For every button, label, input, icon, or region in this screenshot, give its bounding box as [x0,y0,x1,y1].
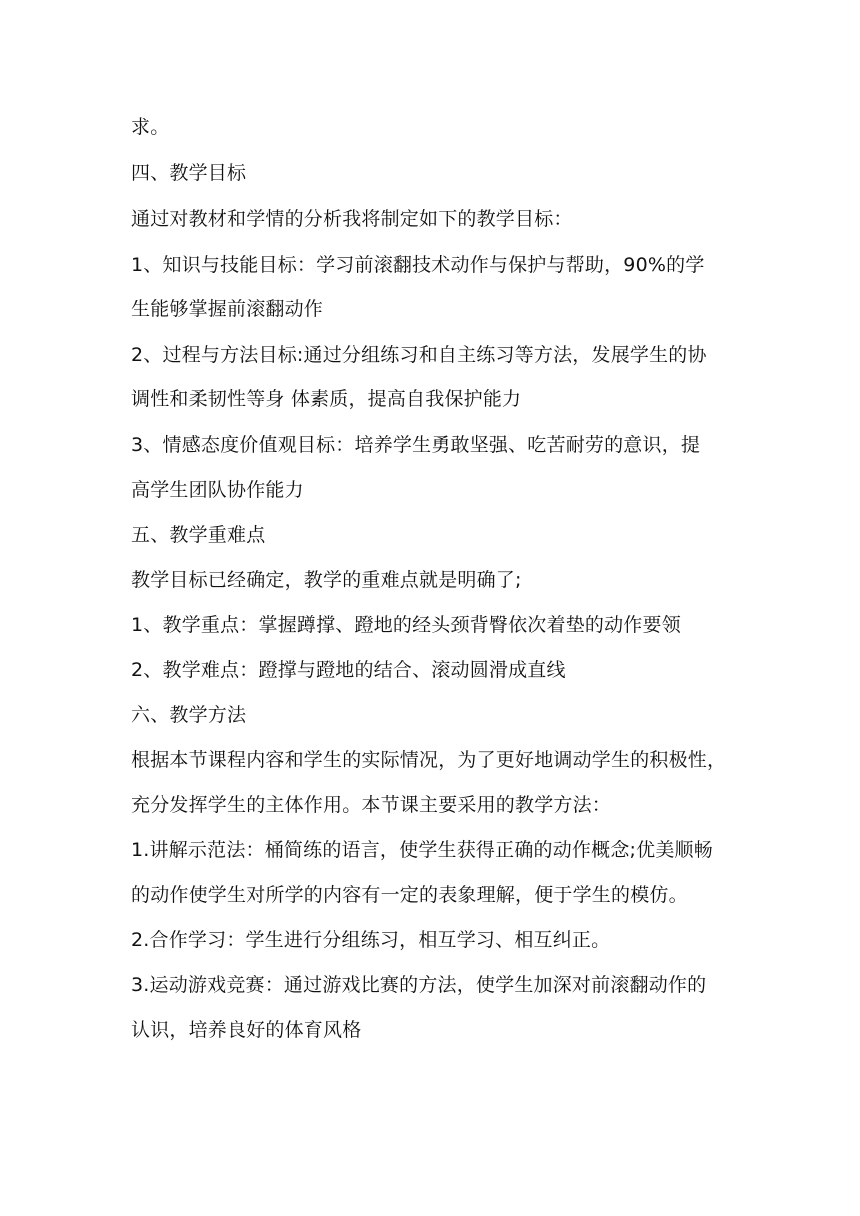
text-line: 3.运动游戏竞赛：通过游戏比赛的方法，使学生加深对前滚翻动作的 [131,974,707,996]
text-line: 1.讲解示范法：桶简练的语言，使学生获得正确的动作概念;优美顺畅 [131,839,713,861]
text-line-continuation: 求。 [131,116,170,138]
text-line: 认识，培养良好的体育风格 [131,1019,362,1041]
text-line: 2、过程与方法目标:通过分组练习和自主练习等方法，发展学生的协 [131,344,707,366]
text-line: 的动作使学生对所学的内容有一定的表象理解，便于学生的模仿。 [131,884,688,906]
text-line: 教学目标已经确定，教学的重难点就是明确了; [131,569,522,591]
section-heading-teaching-methods: 六、教学方法 [131,704,247,726]
text-line: 通过对教材和学情的分析我将制定如下的教学目标： [131,208,573,230]
text-line: 1、知识与技能目标：学习前滚翻技术动作与保护与帮助，90%的学 [131,254,705,276]
text-line: 3、情感态度价值观目标：培养学生勇敢坚强、吃苦耐劳的意识，提 [131,434,701,456]
text-line: 1、教学重点：掌握蹲撑、蹬地的经头颈背臀依次着垫的动作要领 [131,614,681,636]
text-line: 2、教学难点：蹬撑与蹬地的结合、滚动圆滑成直线 [131,659,566,681]
text-line: 生能够掌握前滚翻动作 [131,298,324,320]
text-line: 调性和柔韧性等身 体素质，提高自我保护能力 [131,388,522,410]
text-line: 根据本节课程内容和学生的实际情况，为了更好地调动学生的积极性， [131,749,727,771]
section-heading-key-difficulties: 五、教学重难点 [131,524,266,546]
text-line: 充分发挥学生的主体作用。本节课主要采用的教学方法： [131,794,612,816]
text-line: 2.合作学习：学生进行分组练习，相互学习、相互纠正。 [131,929,611,951]
section-heading-teaching-goals: 四、教学目标 [131,162,247,184]
text-line: 高学生团队协作能力 [131,479,304,501]
